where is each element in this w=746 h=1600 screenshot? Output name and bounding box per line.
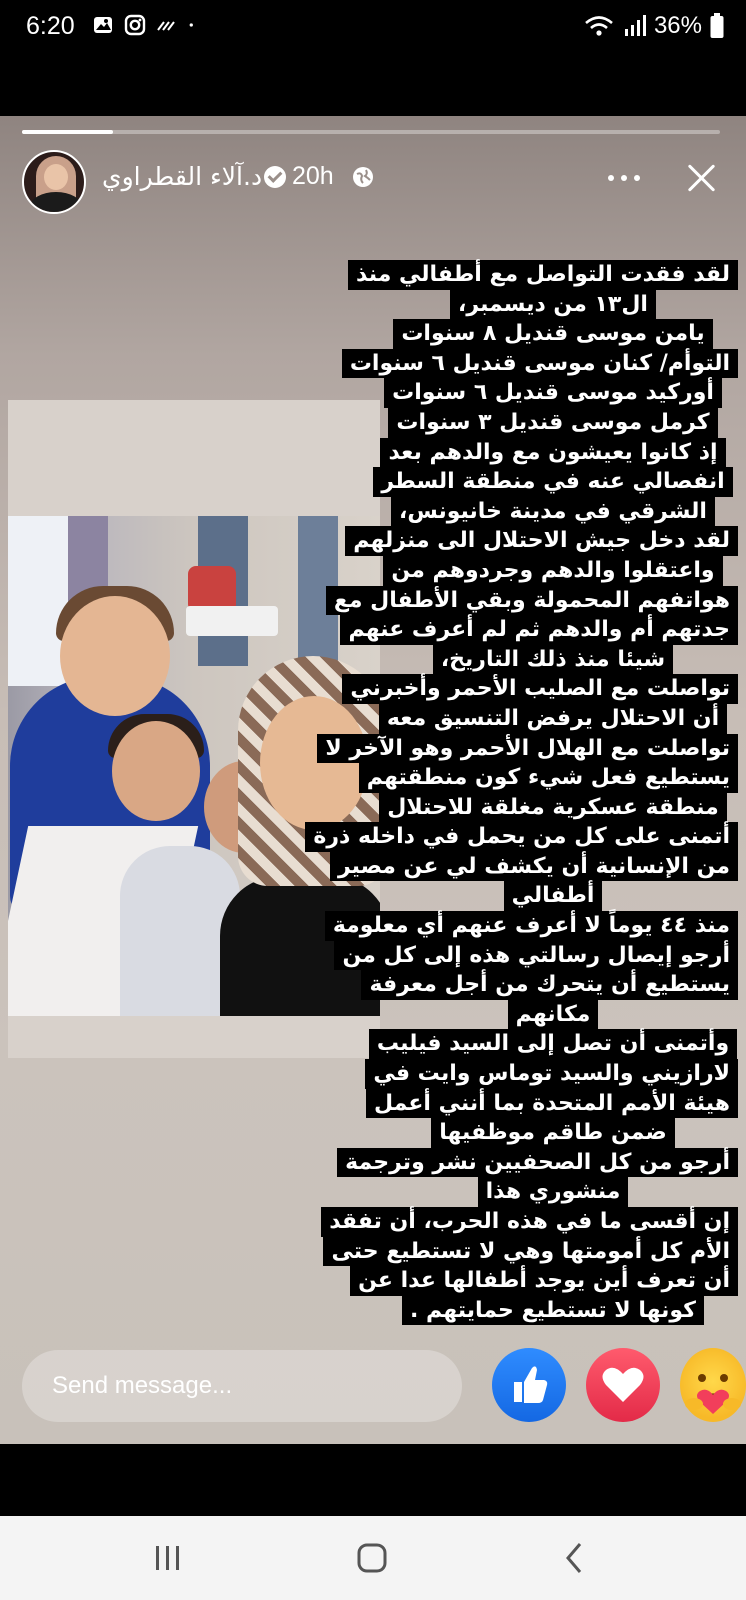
- story-text-line: إن أقسى ما في هذه الحرب، أن تفقد: [321, 1207, 738, 1237]
- user-name[interactable]: د.آلاء القطراوي: [102, 162, 263, 191]
- story-text-line: يستطيع أن يتحرك من أجل معرفة: [361, 970, 738, 1000]
- story-text-line: يستطيع فعل شيء كون منطقتهم: [359, 763, 738, 793]
- love-reaction-button[interactable]: [586, 1348, 660, 1422]
- back-button[interactable]: [552, 1538, 600, 1578]
- verified-badge-icon: [264, 166, 286, 188]
- story-text-line: كرمل موسى قنديل ٣ سنوات: [388, 408, 717, 438]
- recents-button[interactable]: [144, 1538, 192, 1578]
- story-text-line: تواصلت مع الهلال الأحمر وهو الآخر لا: [317, 734, 738, 764]
- story-text-line: لقد دخل جيش الاحتلال الى منزلهم: [345, 526, 738, 556]
- bottom-band: [0, 1444, 746, 1516]
- story-photo: [8, 516, 380, 1016]
- story-progress-track: [22, 130, 720, 134]
- close-icon[interactable]: [684, 160, 720, 196]
- like-icon: [492, 1348, 566, 1422]
- story-text-line: لارازيني والسيد توماس وايت في: [365, 1059, 738, 1089]
- top-band: [0, 56, 746, 116]
- send-message-input[interactable]: [22, 1350, 462, 1422]
- love-icon: [586, 1348, 660, 1422]
- dot-icon: [188, 14, 200, 36]
- story-text-line: من الإنسانية أن يكشف لي عن مصير: [330, 852, 738, 882]
- status-time: 6:20: [26, 12, 75, 40]
- story-progress-fill: [22, 130, 113, 134]
- story-text-line: جدتهم أم والدهم ثم لم أعرف عنهم: [340, 615, 738, 645]
- send-message-placeholder: Send message...: [52, 1372, 233, 1399]
- story-text-line: ضمن طاقم موظفيها: [431, 1118, 675, 1148]
- like-reaction-button[interactable]: [492, 1348, 566, 1422]
- story-text-line: منشوري هذا: [478, 1177, 629, 1207]
- home-button[interactable]: [348, 1538, 396, 1578]
- story-text-line: أتمنى على كل من يحمل في داخله ذرة: [305, 822, 738, 852]
- story-text-line: يامن موسى قنديل ٨ سنوات: [393, 319, 712, 349]
- story-text-line: ال١٣ من ديسمبر،: [450, 290, 656, 320]
- story-text-line: هواتفهم المحمولة وبقي الأطفال مع: [326, 586, 738, 616]
- home-icon: [348, 1538, 396, 1578]
- story-text-line: منطقة عسكرية مغلقة للاحتلال: [379, 793, 726, 823]
- gallery-icon: [92, 14, 114, 36]
- story-text-line: شيئا منذ ذلك التاريخ،: [433, 645, 673, 675]
- story-viewer[interactable]: [0, 116, 746, 1444]
- story-text-line: الشرقي في مدينة خانيونس،: [391, 497, 715, 527]
- story-text-line: كونها لا تستطيع حمايتهم .: [402, 1296, 704, 1326]
- story-text-line: هيئة الأمم المتحدة بما أنني أعمل: [366, 1089, 738, 1119]
- system-nav-bar: [0, 1516, 746, 1600]
- story-text-line: أرجو من كل الصحفيين نشر وترجمة: [337, 1148, 738, 1178]
- battery-percent: 36%: [653, 12, 702, 39]
- globe-icon: [352, 166, 374, 188]
- story-text-line: انفصالي عنه في منطقة السطر: [373, 467, 732, 497]
- missed-call-icon: [156, 14, 178, 36]
- notification-icons: [92, 14, 200, 36]
- story-text-line: مكانهم: [508, 1000, 599, 1030]
- post-time: 20h: [292, 162, 334, 190]
- story-text-line: أن تعرف أين يوجد أطفالها عدا عن: [350, 1266, 738, 1296]
- story-text-line: إذ كانوا يعيشون مع والدهم بعد: [380, 438, 725, 468]
- story-text: [313, 260, 738, 1325]
- battery-icon: [710, 13, 724, 39]
- story-text-line: منذ ٤٤ يوماً لا أعرف عنهم أي معلومة: [325, 911, 738, 941]
- status-right: [584, 12, 724, 40]
- story-text-line: واعتقلوا والدهم وجردوهم من: [383, 556, 722, 586]
- story-text-line: أرجو إيصال رسالتي هذه إلى كل من: [334, 941, 738, 971]
- wifi-icon: [584, 14, 614, 38]
- story-text-line: الأم كل أمومتها وهي لا تستطيع حتى: [323, 1237, 738, 1267]
- avatar[interactable]: [22, 150, 86, 214]
- back-icon: [552, 1538, 600, 1578]
- story-text-line: أوركيد موسى قنديل ٦ سنوات: [384, 378, 722, 408]
- status-bar: [0, 0, 746, 56]
- care-icon: [680, 1348, 746, 1422]
- signal-icon: [622, 14, 646, 38]
- story-text-line: التوأم/ كنان موسى قنديل ٦ سنوات: [342, 349, 738, 379]
- story-text-line: لقد فقدت التواصل مع أطفالي منذ: [348, 260, 738, 290]
- story-text-line: أطفالي: [504, 881, 603, 911]
- recents-icon: [144, 1538, 192, 1578]
- story-text-line: أن الاحتلال يرفض التنسيق معه: [379, 704, 727, 734]
- story-text-line: وأتمنى أن تصل إلى السيد فيليب: [369, 1029, 737, 1059]
- story-text-line: تواصلت مع الصليب الأحمر وأخبرني: [342, 674, 738, 704]
- instagram-icon: [124, 14, 146, 36]
- care-reaction-button[interactable]: [680, 1348, 746, 1422]
- more-options-icon[interactable]: [606, 166, 642, 190]
